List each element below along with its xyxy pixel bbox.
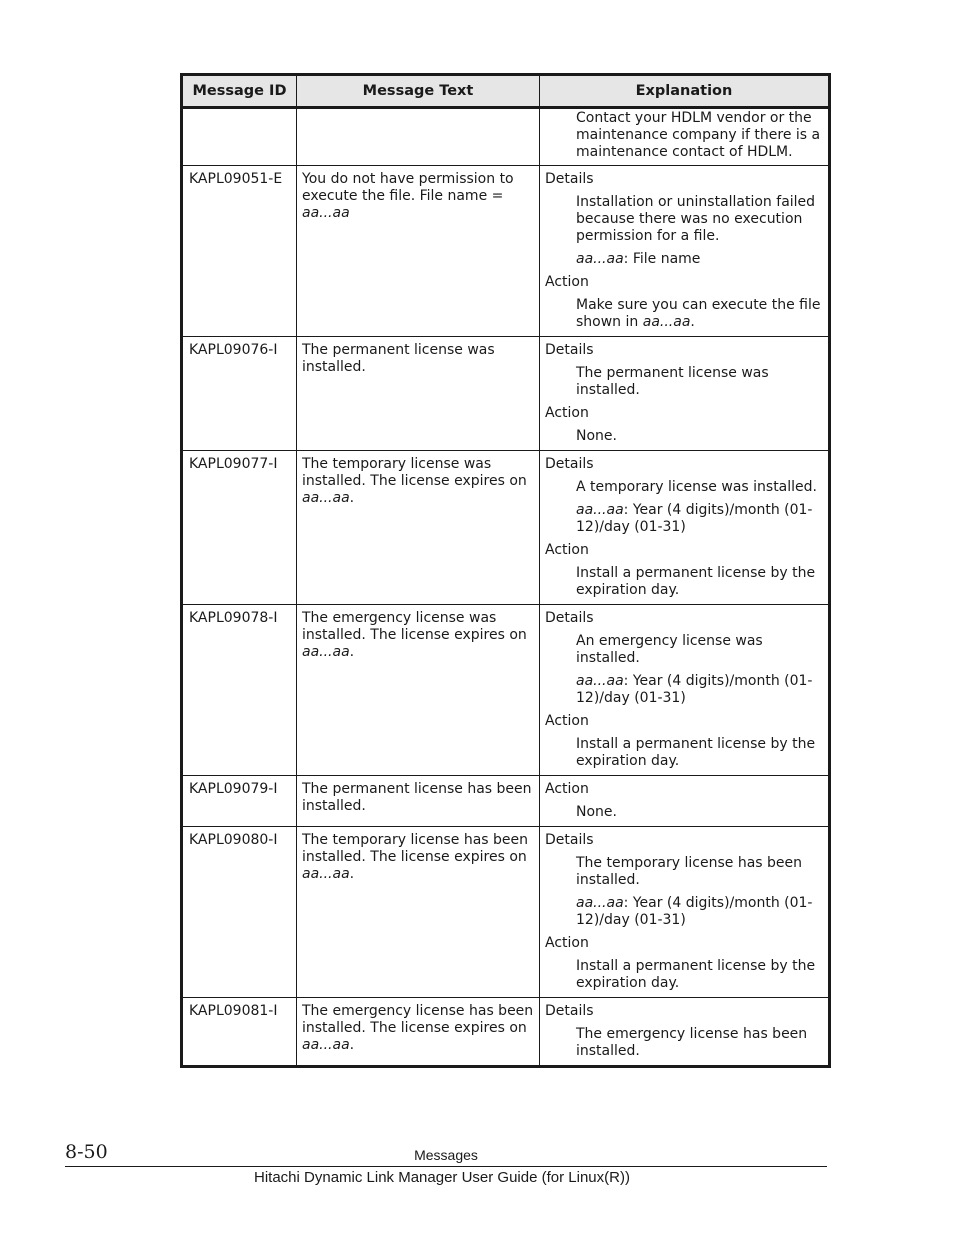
action-label: Action bbox=[545, 713, 589, 729]
message-id: KAPL09076-I bbox=[182, 337, 297, 451]
table-header-row bbox=[182, 75, 830, 108]
message-text-variable: aa...aa bbox=[302, 866, 350, 882]
action-label: Action bbox=[545, 274, 589, 290]
details-variable-desc: : File name bbox=[623, 251, 701, 267]
message-text-end: . bbox=[349, 644, 355, 660]
cell-empty-id bbox=[182, 108, 297, 166]
action-text: Make sure you can execute the file shown in bbox=[576, 297, 821, 330]
details-variable: aa...aa bbox=[576, 502, 624, 518]
cell-explanation bbox=[540, 166, 830, 337]
footer-document-title: Hitachi Dynamic Link Manager User Guide (for Linux(R)) bbox=[254, 1169, 630, 1186]
message-id: KAPL09051-E bbox=[182, 166, 297, 337]
message-text bbox=[297, 605, 540, 776]
cell-explanation bbox=[540, 776, 830, 827]
action-text: None. bbox=[576, 428, 617, 444]
details-variable: aa...aa bbox=[576, 673, 624, 689]
details-text: The temporary license has been installed. bbox=[576, 855, 803, 888]
header-message-id: Message ID bbox=[182, 75, 297, 108]
message-table bbox=[180, 73, 831, 1068]
page-number: 8-50 bbox=[65, 1141, 108, 1163]
details-label: Details bbox=[545, 610, 594, 626]
message-text-body: You do not have permission to execute the file. File name = bbox=[302, 171, 514, 204]
table-row bbox=[182, 166, 830, 337]
details-label: Details bbox=[545, 342, 594, 358]
message-text-variable: aa...aa bbox=[302, 205, 350, 221]
details-label: Details bbox=[545, 456, 594, 472]
message-id: KAPL09081-I bbox=[182, 998, 297, 1067]
message-text bbox=[297, 776, 540, 827]
details-variable-desc: : Year (4 digits)/month (01-12)/day (01-31) bbox=[576, 895, 813, 928]
message-text-end: . bbox=[349, 866, 355, 882]
message-text-body: The temporary license has been installed. The license expires on bbox=[302, 832, 529, 865]
details-variable-line bbox=[545, 251, 823, 268]
action-label: Action bbox=[545, 542, 589, 558]
message-text bbox=[297, 166, 540, 337]
action-text: Install a permanent license by the expiration day. bbox=[576, 736, 816, 769]
details-text: The permanent license was installed. bbox=[576, 365, 769, 398]
cell-explanation bbox=[540, 108, 830, 166]
message-text bbox=[297, 337, 540, 451]
table-row bbox=[182, 776, 830, 827]
message-text-end: . bbox=[349, 1037, 355, 1053]
details-variable: aa...aa bbox=[576, 251, 624, 267]
action-text-line bbox=[545, 297, 823, 331]
table-row bbox=[182, 827, 830, 998]
message-id: KAPL09078-I bbox=[182, 605, 297, 776]
continuation-text: Contact your HDLM vendor or the maintenance company if there is a maintenance contact of HDLM. bbox=[576, 110, 821, 160]
details-text: A temporary license was installed. bbox=[576, 479, 817, 495]
action-label: Action bbox=[545, 405, 589, 421]
table-row bbox=[182, 337, 830, 451]
cell-empty-text bbox=[297, 108, 540, 166]
message-text bbox=[297, 827, 540, 998]
cell-explanation bbox=[540, 451, 830, 605]
message-text-end: . bbox=[349, 490, 355, 506]
cell-explanation bbox=[540, 827, 830, 998]
details-text: An emergency license was installed. bbox=[576, 633, 763, 666]
action-label: Action bbox=[545, 935, 589, 951]
message-text-variable: aa...aa bbox=[302, 1037, 350, 1053]
footer-section-label: Messages bbox=[414, 1147, 478, 1163]
action-text: Install a permanent license by the expiration day. bbox=[576, 565, 816, 598]
action-text-end: . bbox=[690, 314, 695, 330]
cell-explanation bbox=[540, 998, 830, 1067]
table-row bbox=[182, 451, 830, 605]
action-variable: aa...aa bbox=[642, 314, 691, 330]
message-text-variable: aa...aa bbox=[302, 490, 350, 506]
message-text-body: The temporary license was installed. The license expires on bbox=[302, 456, 527, 489]
details-variable-line bbox=[545, 673, 823, 707]
table-row bbox=[182, 605, 830, 776]
details-variable-line bbox=[545, 502, 823, 536]
action-text: Install a permanent license by the expiration day. bbox=[576, 958, 816, 991]
header-explanation: Explanation bbox=[540, 75, 830, 108]
details-variable-desc: : Year (4 digits)/month (01-12)/day (01-31) bbox=[576, 502, 813, 535]
details-variable-line bbox=[545, 895, 823, 929]
header-message-text: Message Text bbox=[297, 75, 540, 108]
details-text: Installation or uninstallation failed because there was no execution permission for a file. bbox=[576, 194, 816, 244]
cell-explanation bbox=[540, 337, 830, 451]
cell-explanation bbox=[540, 605, 830, 776]
details-label: Details bbox=[545, 171, 594, 187]
message-id: KAPL09080-I bbox=[182, 827, 297, 998]
details-variable-desc: : Year (4 digits)/month (01-12)/day (01-31) bbox=[576, 673, 813, 706]
message-text-body: The permanent license was installed. bbox=[302, 342, 495, 375]
table-row-continuation bbox=[182, 108, 830, 166]
footer-divider bbox=[65, 1166, 827, 1167]
message-text-body: The emergency license has been installed. The license expires on bbox=[302, 1003, 534, 1036]
message-text-body: The permanent license has been installed. bbox=[302, 781, 532, 814]
action-text: None. bbox=[576, 804, 617, 820]
message-id: KAPL09077-I bbox=[182, 451, 297, 605]
details-text: The emergency license has been installed. bbox=[576, 1026, 808, 1059]
action-label: Action bbox=[545, 781, 589, 797]
message-text bbox=[297, 451, 540, 605]
message-id: KAPL09079-I bbox=[182, 776, 297, 827]
details-variable: aa...aa bbox=[576, 895, 624, 911]
message-text-body: The emergency license was installed. The license expires on bbox=[302, 610, 527, 643]
message-text-variable: aa...aa bbox=[302, 644, 350, 660]
message-text bbox=[297, 998, 540, 1067]
footer-section-name bbox=[0, 1147, 954, 1163]
table-row bbox=[182, 998, 830, 1067]
details-label: Details bbox=[545, 832, 594, 848]
details-label: Details bbox=[545, 1003, 594, 1019]
